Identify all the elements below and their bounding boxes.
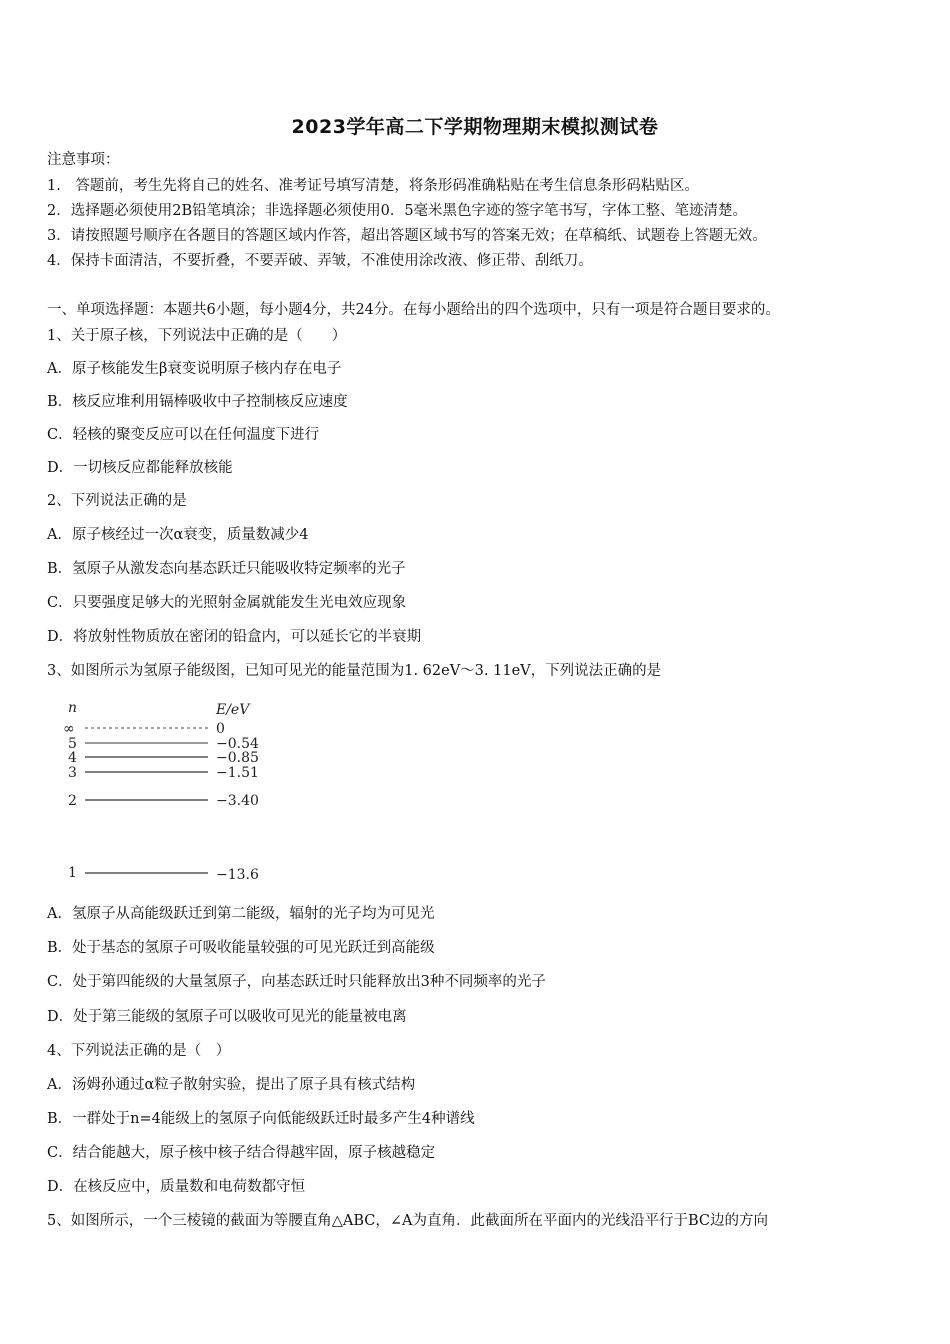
level-n-inf: ∞ — [63, 721, 75, 737]
notice-heading: 注意事项： — [47, 152, 120, 168]
question-4-option-c: C．结合能越大，原子核中核子结合得越牢固，原子核越稳定 — [47, 1145, 436, 1161]
energy-level-diagram — [60, 696, 280, 888]
level-n-4: 4 — [68, 750, 77, 766]
question-1-option-c: C．轻核的聚变反应可以在任何温度下进行 — [47, 427, 320, 443]
level-e-4: −0.85 — [216, 750, 259, 766]
question-2-option-b: B．氢原子从激发态向基态跃迁只能吸收特定频率的光子 — [47, 561, 406, 577]
question-2-stem: 2、下列说法正确的是 — [47, 493, 187, 509]
section-heading: 一、单项选择题：本题共6小题，每小题4分，共24分。在每小题给出的四个选项中，只有一项是符合题目要求的。 — [47, 302, 780, 318]
question-1-option-b: B．核反应堆利用镉棒吸收中子控制核反应速度 — [47, 394, 348, 410]
question-4-option-d: D．在核反应中，质量数和电荷数都守恒 — [47, 1179, 306, 1195]
diagram-energy-label: E/eV — [216, 702, 250, 718]
notice-item-2: 2．选择题必须使用2B铅笔填涂；非选择题必须使用0．5毫米黑色字迹的签字笔书写，字体工整、笔迹清楚。 — [47, 203, 748, 219]
level-e-1: −13.6 — [216, 867, 259, 883]
notice-item-4: 4．保持卡面清洁，不要折叠，不要弄破、弄皱，不准使用涂改液、修正带、刮纸刀。 — [47, 253, 593, 269]
question-4-stem: 4、下列说法正确的是（ ） — [47, 1043, 231, 1059]
question-4-option-b: B．一群处于n=4能级上的氢原子向低能级跃迁时最多产生4种谱线 — [47, 1111, 475, 1127]
level-e-3: −1.51 — [216, 765, 259, 781]
question-1-stem: 1、关于原子核，下列说法中正确的是（ ） — [47, 328, 347, 344]
level-e-inf: 0 — [216, 721, 225, 737]
notice-item-1: 1. 答题前，考生先将自己的姓名、准考证号填写清楚，将条形码准确粘贴在考生信息条形码粘贴区。 — [47, 178, 699, 194]
question-3-option-d: D．处于第三能级的氢原子可以吸收可见光的能量被电离 — [47, 1009, 407, 1025]
question-2-option-c: C．只要强度足够大的光照射金属就能发生光电效应现象 — [47, 595, 407, 611]
question-1-option-a: A．原子核能发生β衰变说明原子核内存在电子 — [47, 361, 342, 377]
question-2-option-d: D．将放射性物质放在密闭的铅盒内，可以延长它的半衰期 — [47, 629, 422, 645]
diagram-n-label: n — [68, 700, 78, 716]
question-3-stem: 3、如图所示为氢原子能级图，已知可见光的能量范围为1. 62eV～3. 11eV，下列说法正确的是 — [47, 663, 662, 679]
level-n-5: 5 — [68, 736, 77, 752]
question-3-option-b: B．处于基态的氢原子可吸收能量较强的可见光跃迁到高能级 — [47, 940, 435, 956]
question-4-option-a: A．汤姆孙通过α粒子散射实验，提出了原子具有核式结构 — [47, 1077, 416, 1093]
question-2-option-a: A．原子核经过一次α衰变，质量数减少4 — [47, 527, 309, 543]
notice-item-3: 3．请按照题号顺序在各题目的答题区域内作答，超出答题区域书写的答案无效；在草稿纸、试题卷上答题无效。 — [47, 228, 767, 244]
level-e-2: −3.40 — [216, 793, 259, 809]
question-5-stem: 5、如图所示，一个三棱镜的截面为等腰直角△ABC，∠A为直角．此截面所在平面内的光线沿平行于BC边的方向 — [47, 1213, 769, 1229]
page-title: 2023学年高二下学期物理期末模拟测试卷 — [291, 116, 659, 138]
level-n-3: 3 — [68, 765, 77, 781]
question-1-option-d: D．一切核反应都能释放核能 — [47, 460, 233, 476]
question-3-option-a: A．氢原子从高能级跃迁到第二能级，辐射的光子均为可见光 — [47, 906, 435, 922]
level-n-1: 1 — [68, 865, 77, 881]
level-n-2: 2 — [68, 793, 77, 809]
question-3-option-c: C．处于第四能级的大量氢原子，向基态跃迁时只能释放出3种不同频率的光子 — [47, 974, 546, 990]
level-e-5: −0.54 — [216, 736, 259, 752]
